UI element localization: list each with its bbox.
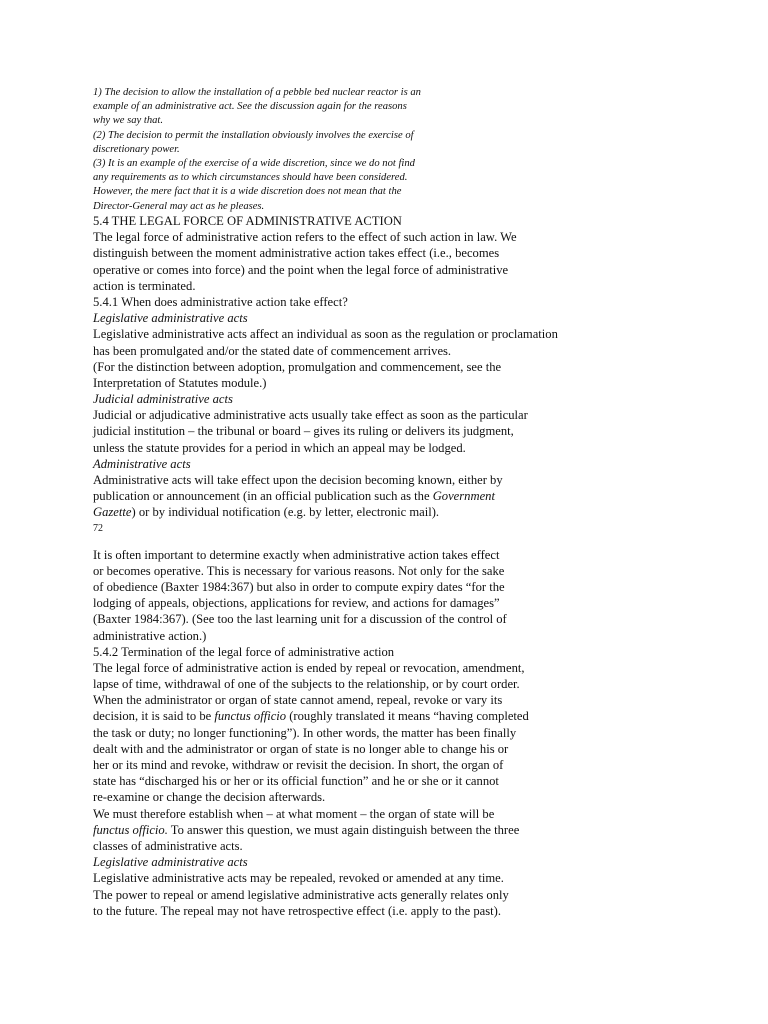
- text-line: (For the distinction between adoption, promulgation and commencement, see the: [93, 359, 502, 374]
- text-line: The legal force of administrative action is ended by repeal or revocation, amendment,: [93, 660, 525, 675]
- text-line: (Baxter 1984:367). (See too the last learning unit for a discussion of the control of: [93, 612, 507, 627]
- subheading: Legislative administrative acts: [93, 311, 248, 326]
- text-span: publication or announcement (in an official publication such as the: [93, 489, 433, 504]
- emphasis: Gazette: [93, 505, 132, 520]
- text-line: Administrative acts will take effect upon the decision becoming known, either by: [93, 473, 503, 487]
- text-line: the task or duty; no longer functioning”). In other words, the matter has been finally: [93, 725, 517, 740]
- text-span: (roughly translated it means “having completed: [286, 709, 529, 724]
- text-line: has been promulgated and/or the stated date of commencement arrives.: [93, 343, 452, 358]
- text-line: or becomes operative. This is necessary for various reasons. Not only for the sake: [93, 563, 505, 578]
- answer-notes: [93, 86, 523, 214]
- text-line: unless the statute provides for a period in which an appeal may be lodged.: [93, 440, 466, 455]
- text-line: of obedience (Baxter 1984:367) but also in order to compute expiry dates “for the: [93, 579, 505, 594]
- text-line: operative or comes into force) and the point when the legal force of administrative: [93, 262, 509, 277]
- answer-line: However, the mere fact that it is a wide discretion does not mean that the: [93, 186, 402, 198]
- text-line: It is often important to determine exactly when administrative action takes effect: [93, 547, 500, 562]
- subheading: Judicial administrative acts: [93, 392, 233, 407]
- text-line: [93, 708, 663, 724]
- subheading: Administrative acts: [93, 456, 191, 471]
- text-line: action is terminated.: [93, 278, 196, 293]
- subheading: Legislative administrative acts: [93, 855, 248, 870]
- subsection-heading: 5.4.1 When does administrative action take effect?: [93, 294, 348, 309]
- answer-line: 1) The decision to allow the installation of a pebble bed nuclear reactor is an: [93, 87, 421, 98]
- text-line: [93, 488, 663, 504]
- text-line: distinguish between the moment administrative action takes effect (i.e., becomes: [93, 246, 500, 261]
- answer-line: example of an administrative act. See the discussion again for the reasons: [93, 101, 407, 113]
- text-span: decision, it is said to be: [93, 709, 215, 724]
- text-line: state has “discharged his or her or its official function” and he or she or it cannot: [93, 774, 499, 789]
- answer-line: (2) The decision to permit the installation obviously involves the exercise of: [93, 129, 414, 141]
- text-line: her or its mind and revoke, withdraw or revisit the decision. In short, the organ of: [93, 758, 504, 772]
- answer-line: why we say that.: [93, 115, 164, 127]
- emphasis: Government: [432, 489, 495, 504]
- main-text: [93, 213, 663, 919]
- page-gap: [93, 537, 663, 547]
- text-line: judicial institution – the tribunal or board – gives its ruling or delivers its judgment,: [93, 424, 514, 439]
- answer-line: any requirements as to which circumstances should have been considered.: [93, 172, 408, 184]
- text-span: To answer this question, we must again distinguish between the three: [167, 822, 520, 837]
- section-heading: 5.4 THE LEGAL FORCE OF ADMINISTRATIVE ACTION: [93, 214, 402, 228]
- text-line: dealt with and the administrator or organ of state is no longer able to change his or: [93, 741, 509, 756]
- text-line: [93, 822, 663, 838]
- answer-line: discretionary power.: [93, 143, 180, 155]
- emphasis: functus officio: [214, 709, 287, 724]
- text-span: ) or by individual notification (e.g. by letter, electronic mail).: [131, 505, 440, 520]
- text-line: re-examine or change the decision afterwards.: [93, 790, 326, 805]
- subsection-heading: 5.4.2 Termination of the legal force of administrative action: [93, 644, 395, 659]
- text-line: We must therefore establish when – at what moment – the organ of state will be: [93, 806, 495, 821]
- text-line: lodging of appeals, objections, applications for review, and actions for damages”: [93, 596, 500, 611]
- answer-line: Director-General may act as he pleases.: [93, 200, 265, 212]
- text-line: administrative action.): [93, 628, 207, 643]
- emphasis: functus officio.: [93, 822, 168, 837]
- text-line: Interpretation of Statutes module.): [93, 375, 267, 390]
- text-line: Judicial or adjudicative administrative acts usually take effect as soon as the particular: [93, 408, 528, 423]
- text-line: lapse of time, withdrawal of one of the subjects to the relationship, or by court order.: [93, 677, 520, 692]
- text-line: classes of administrative acts.: [93, 838, 243, 853]
- text-line: to the future. The repeal may not have retrospective effect (i.e. apply to the past).: [93, 903, 501, 918]
- text-line: The legal force of administrative action refers to the effect of such action in law. We: [93, 230, 517, 245]
- answer-line: (3) It is an example of the exercise of a wide discretion, since we do not find: [93, 157, 415, 169]
- text-line: Legislative administrative acts affect an individual as soon as the regulation or proclamation: [93, 327, 558, 342]
- page-number: 72: [93, 522, 103, 534]
- text-line: The power to repeal or amend legislative administrative acts generally relates only: [93, 887, 509, 902]
- text-line: [93, 504, 663, 520]
- text-line: Legislative administrative acts may be repealed, revoked or amended at any time.: [93, 871, 504, 886]
- text-line: When the administrator or organ of state cannot amend, repeal, revoke or vary its: [93, 693, 503, 708]
